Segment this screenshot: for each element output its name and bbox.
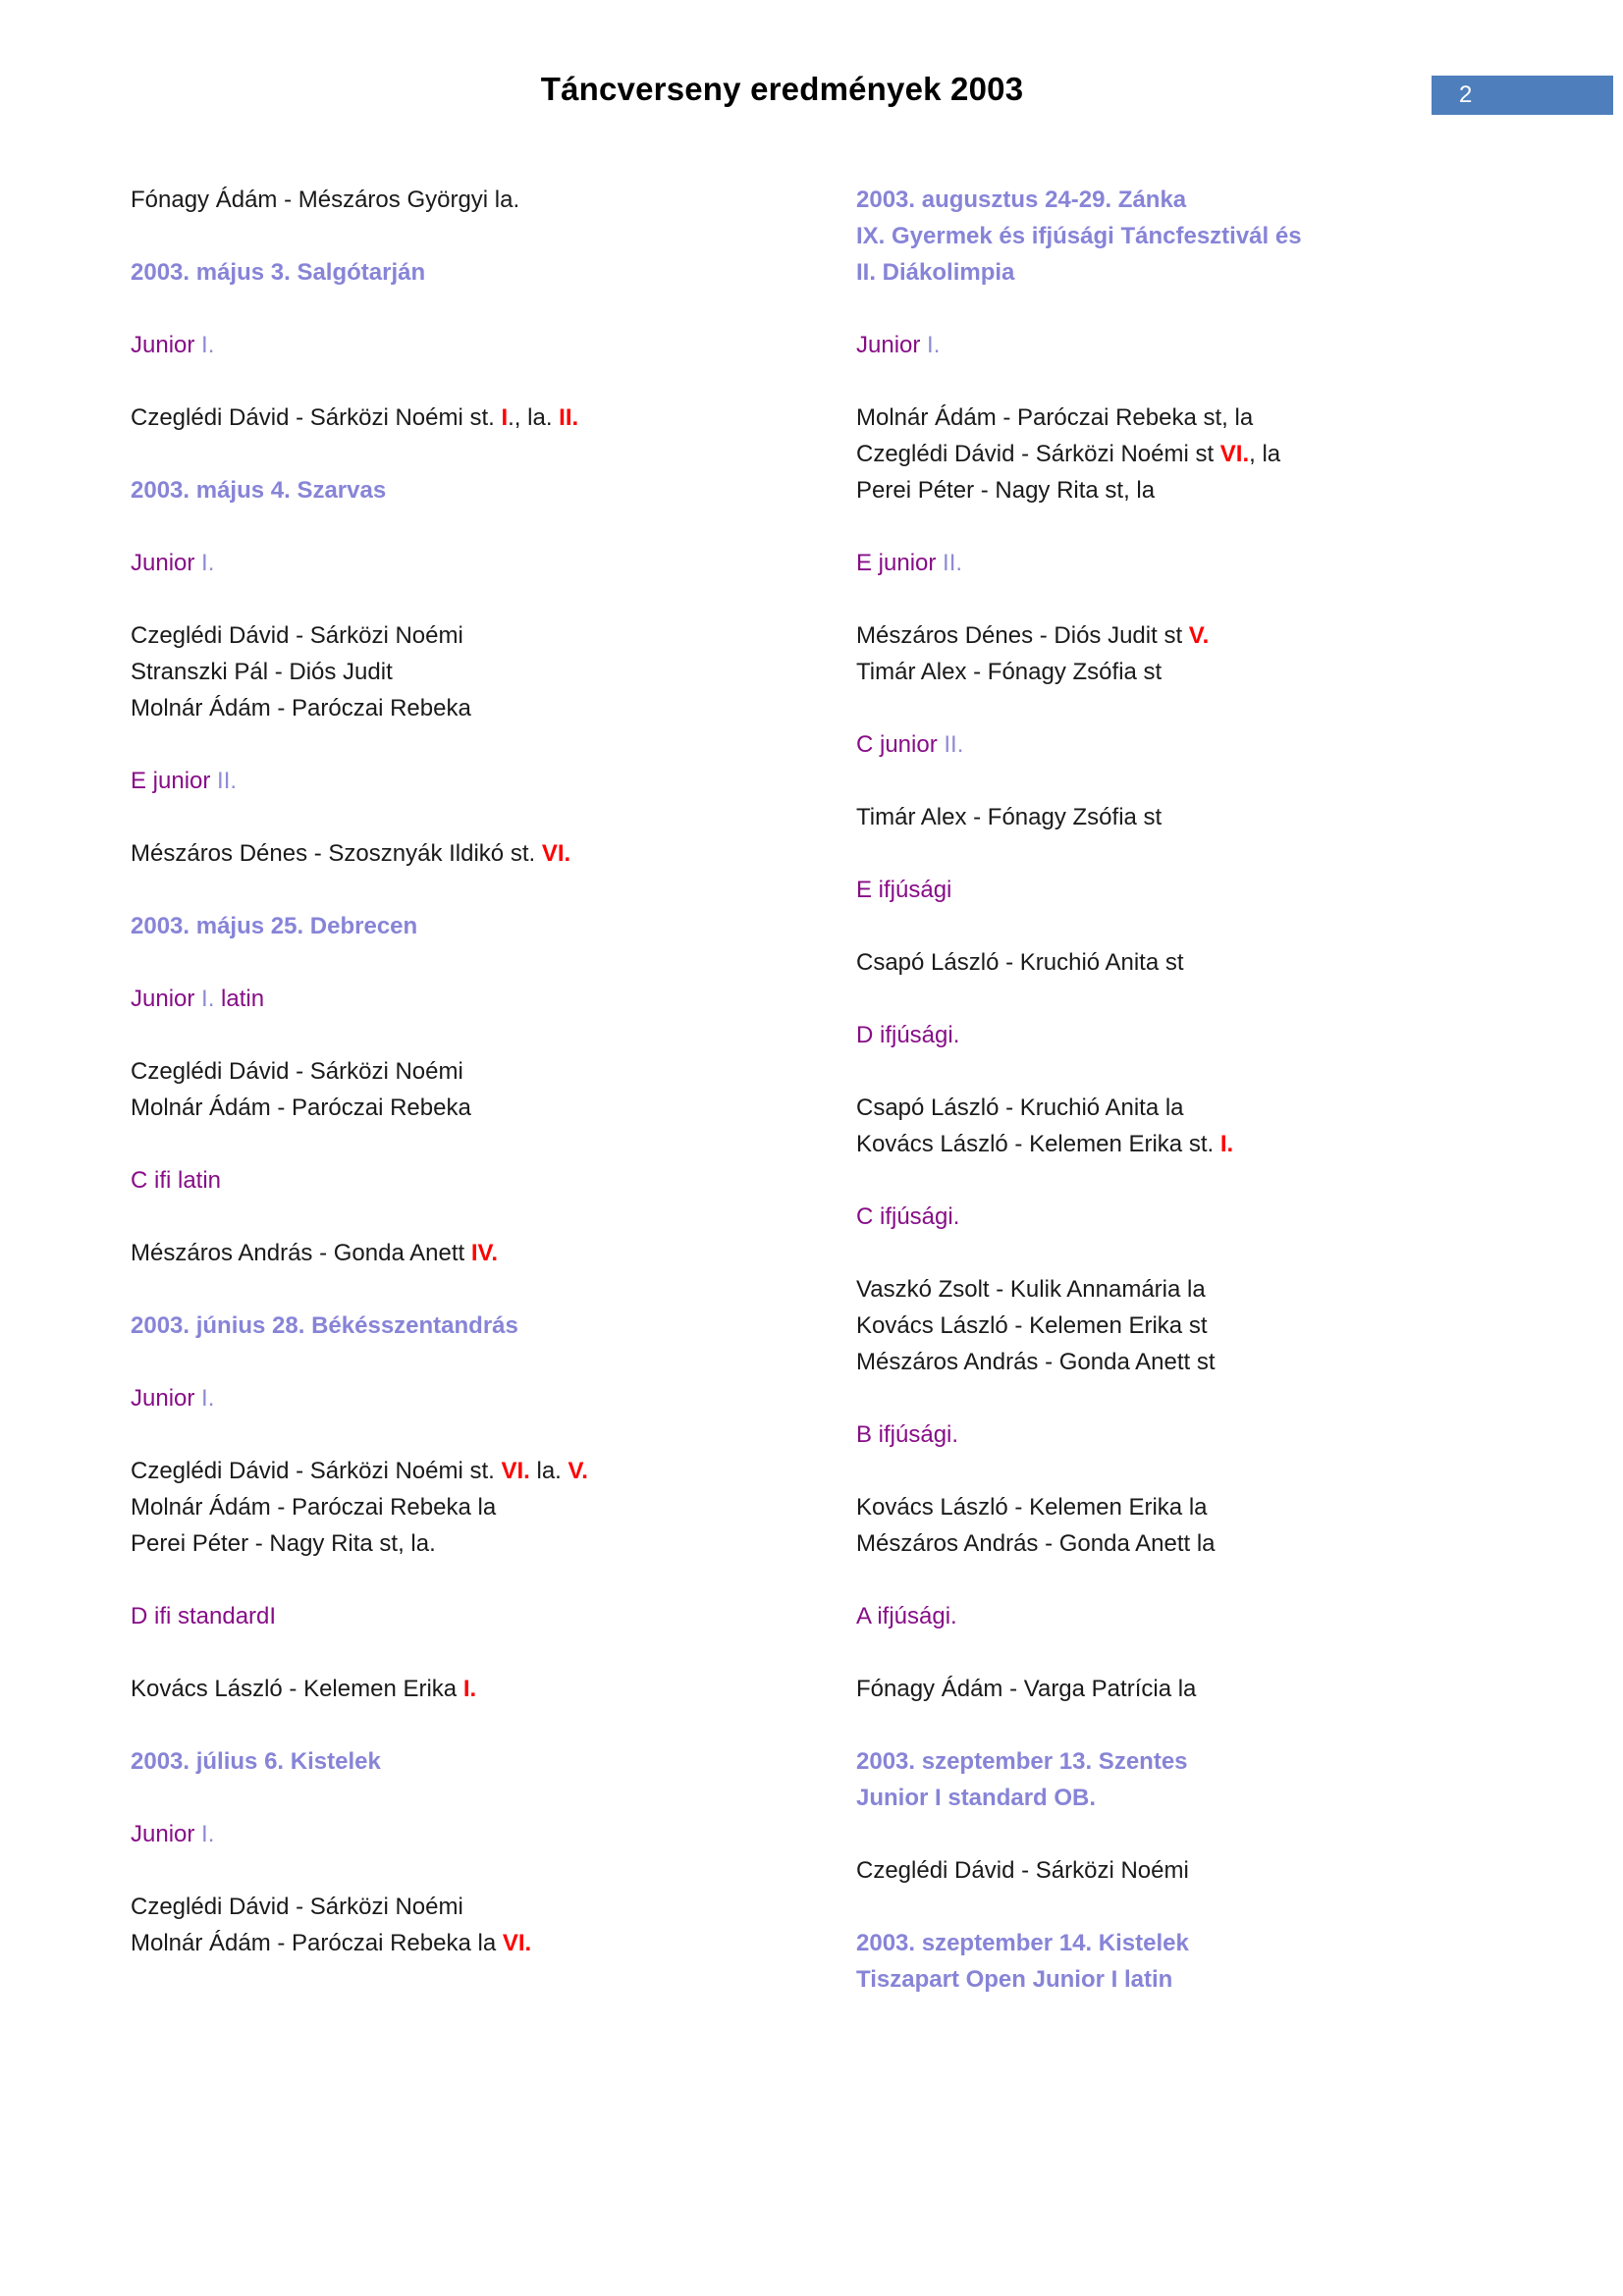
category-heading (856, 1598, 1543, 1634)
result-block (856, 799, 1543, 835)
text-segment: E junior (856, 550, 937, 576)
text-segment: Czeglédi Dávid - Sárközi Noémi st. (131, 1458, 502, 1484)
text-segment: Czeglédi Dávid - Sárközi Noémi st. (131, 404, 502, 431)
category-heading (131, 763, 818, 799)
text-line (131, 1671, 818, 1707)
text-segment: Junior (131, 550, 195, 576)
text-segment: Csapó László - Kruchió Anita st (856, 949, 1184, 976)
text-line (856, 1416, 1543, 1453)
text-line (856, 1017, 1543, 1053)
text-segment: II. Diákolimpia (856, 259, 1015, 286)
text-segment: C ifi latin (131, 1167, 222, 1194)
text-segment: 2003. június 28. Békésszentandrás (131, 1312, 518, 1339)
page-number-badge (1432, 76, 1613, 115)
text-line (856, 472, 1543, 508)
text-line (131, 1090, 818, 1126)
text-line (856, 872, 1543, 908)
result-block (131, 400, 818, 436)
result-block (856, 1271, 1543, 1380)
text-segment: latin (221, 986, 265, 1012)
event-heading (131, 908, 818, 944)
text-line (131, 835, 818, 872)
text-line (856, 726, 1543, 763)
text-segment: II. (210, 768, 238, 794)
result-block (856, 1671, 1543, 1707)
category-heading (856, 1017, 1543, 1053)
text-segment: Molnár Ádám - Paróczai Rebeka la (131, 1494, 497, 1521)
text-segment: D ifjúsági. (856, 1022, 960, 1048)
text-line (856, 1126, 1543, 1162)
text-line (131, 1816, 818, 1852)
placement-value: I. (1219, 1131, 1234, 1157)
text-line (131, 1380, 818, 1416)
text-segment: Czeglédi Dávid - Sárközi Noémi (131, 622, 463, 649)
text-segment: D ifi standardI (131, 1603, 277, 1629)
text-line (131, 1743, 818, 1780)
text-line (131, 690, 818, 726)
text-line (856, 436, 1543, 472)
placement-value: VI. (541, 840, 571, 867)
category-heading (856, 545, 1543, 581)
text-segment: E junior (131, 768, 211, 794)
text-segment: 2003. szeptember 14. Kistelek (856, 1930, 1189, 1956)
category-heading (856, 1416, 1543, 1453)
text-line (131, 1453, 818, 1489)
text-line (856, 254, 1543, 291)
text-line (131, 1525, 818, 1562)
text-segment: Molnár Ádám - Paróczai Rebeka (131, 695, 471, 721)
text-line (131, 1308, 818, 1344)
text-segment: Mészáros András - Gonda Anett la (856, 1530, 1216, 1557)
text-line (856, 1525, 1543, 1562)
text-line (856, 545, 1543, 581)
text-line (856, 1671, 1543, 1707)
category-heading (131, 1598, 818, 1634)
text-segment: Junior (131, 332, 195, 358)
event-heading (856, 1743, 1543, 1816)
result-block (131, 1671, 818, 1707)
text-segment: Stranszki Pál - Diós Judit (131, 659, 393, 685)
text-segment: Mészáros András - Gonda Anett st (856, 1349, 1216, 1375)
text-segment: Timár Alex - Fónagy Zsófia st (856, 659, 1163, 685)
placement-value: II. (559, 404, 579, 431)
text-line (856, 654, 1543, 690)
placement-value: V. (568, 1458, 588, 1484)
text-line (131, 654, 818, 690)
text-segment: 2003. szeptember 13. Szentes (856, 1748, 1188, 1775)
text-line (131, 908, 818, 944)
placement-value: IV. (470, 1240, 498, 1266)
result-block (131, 835, 818, 872)
text-line (131, 1598, 818, 1634)
text-segment: Czeglédi Dávid - Sárközi Noémi (856, 1857, 1189, 1884)
text-segment: Tiszapart Open Junior I latin (856, 1966, 1173, 1993)
left-column (131, 182, 818, 1998)
text-segment: Molnár Ádám - Paróczai Rebeka st, la (856, 404, 1254, 431)
text-line (131, 1889, 818, 1925)
text-segment: Molnár Ádám - Paróczai Rebeka la (131, 1930, 503, 1956)
text-segment: I. (194, 1821, 215, 1847)
result-block (131, 617, 818, 726)
text-segment: I. (194, 986, 222, 1012)
text-line (856, 617, 1543, 654)
text-segment: Molnár Ádám - Paróczai Rebeka (131, 1095, 471, 1121)
placement-value: V. (1188, 622, 1210, 649)
text-segment: I. (194, 1385, 215, 1412)
text-segment: Junior (131, 1385, 195, 1412)
category-heading (131, 545, 818, 581)
text-line (856, 1925, 1543, 1961)
text-segment: IX. Gyermek és ifjúsági Táncfesztivál és (856, 223, 1302, 249)
event-heading (131, 1743, 818, 1780)
result-block (131, 1453, 818, 1562)
category-heading (131, 981, 818, 1017)
text-segment: Timár Alex - Fónagy Zsófia st (856, 804, 1163, 830)
text-segment: Mészáros András - Gonda Anett (131, 1240, 471, 1266)
text-line (131, 545, 818, 581)
category-heading (856, 1199, 1543, 1235)
category-heading (131, 1162, 818, 1199)
result-block (131, 1889, 818, 1961)
text-line (131, 1925, 818, 1961)
text-line (131, 472, 818, 508)
text-segment: la. (529, 1458, 568, 1484)
text-line (856, 1090, 1543, 1126)
page-title: Táncverseny eredmények 2003 (540, 71, 1024, 108)
text-segment: I. (920, 332, 941, 358)
placement-value: VI. (502, 1930, 532, 1956)
result-block (131, 1235, 818, 1271)
text-line (856, 1961, 1543, 1998)
text-segment: ., la. (508, 404, 560, 431)
category-heading (856, 726, 1543, 763)
category-heading (131, 1816, 818, 1852)
text-line (131, 617, 818, 654)
text-line (856, 1199, 1543, 1235)
text-segment: Kovács László - Kelemen Erika (131, 1676, 463, 1702)
text-segment: I. (194, 550, 215, 576)
result-block (856, 400, 1543, 508)
result-block (856, 1852, 1543, 1889)
result-block (856, 1090, 1543, 1162)
event-heading (131, 1308, 818, 1344)
text-segment: Junior I standard OB. (856, 1785, 1097, 1811)
text-segment: Mészáros Dénes - Szosznyák Ildikó st. (131, 840, 542, 867)
text-segment: Junior (856, 332, 921, 358)
text-segment: E ifjúsági (856, 877, 952, 903)
text-segment: A ifjúsági. (856, 1603, 957, 1629)
text-line (856, 1780, 1543, 1816)
placement-value: VI. (1219, 441, 1250, 467)
text-line (131, 327, 818, 363)
text-line (856, 1344, 1543, 1380)
text-segment: C ifjúsági. (856, 1203, 960, 1230)
text-segment: 2003. május 4. Szarvas (131, 477, 387, 504)
text-segment: Czeglédi Dávid - Sárközi Noémi (131, 1894, 463, 1920)
event-heading (856, 1925, 1543, 1998)
text-segment: Mészáros Dénes - Diós Judit st (856, 622, 1189, 649)
text-segment: Kovács László - Kelemen Erika st. (856, 1131, 1220, 1157)
event-heading (856, 182, 1543, 291)
text-segment: Czeglédi Dávid - Sárközi Noémi (131, 1058, 463, 1085)
text-segment: I. (194, 332, 215, 358)
text-segment: , la (1249, 441, 1281, 467)
text-segment: Kovács László - Kelemen Erika la (856, 1494, 1208, 1521)
text-segment: 2003. május 25. Debrecen (131, 913, 418, 939)
result-block (131, 1053, 818, 1126)
text-segment: Kovács László - Kelemen Erika st (856, 1312, 1208, 1339)
text-line (131, 981, 818, 1017)
text-segment: Fónagy Ádám - Mészáros Györgyi la. (131, 187, 520, 213)
result-block (856, 1489, 1543, 1562)
result-block (131, 182, 818, 218)
text-segment: Junior (131, 986, 195, 1012)
text-segment: 2003. július 6. Kistelek (131, 1748, 381, 1775)
text-line (856, 218, 1543, 254)
text-segment: Vaszkó Zsolt - Kulik Annamária la (856, 1276, 1206, 1303)
text-line (856, 1308, 1543, 1344)
text-segment: B ifjúsági. (856, 1421, 959, 1448)
category-heading (856, 327, 1543, 363)
right-column (856, 182, 1543, 2034)
text-line (131, 182, 818, 218)
category-heading (131, 327, 818, 363)
text-line (131, 1162, 818, 1199)
text-segment: Junior (131, 1821, 195, 1847)
text-segment: Csapó László - Kruchió Anita la (856, 1095, 1184, 1121)
text-segment: Perei Péter - Nagy Rita st, la (856, 477, 1156, 504)
placement-value: VI. (501, 1458, 530, 1484)
text-segment: 2003. augusztus 24-29. Zánka (856, 187, 1187, 213)
text-line (131, 254, 818, 291)
text-line (856, 1743, 1543, 1780)
event-heading (131, 254, 818, 291)
text-segment: C junior (856, 731, 938, 758)
text-segment: Czeglédi Dávid - Sárközi Noémi st (856, 441, 1220, 467)
text-segment: 2003. május 3. Salgótarján (131, 259, 426, 286)
text-segment: II. (937, 731, 964, 758)
text-segment: Perei Péter - Nagy Rita st, la. (131, 1530, 436, 1557)
text-line (131, 1489, 818, 1525)
text-line (856, 400, 1543, 436)
text-line (856, 1489, 1543, 1525)
page-number: 2 (1459, 81, 1473, 108)
text-line (856, 182, 1543, 218)
text-line (131, 400, 818, 436)
text-line (856, 1598, 1543, 1634)
text-line (856, 799, 1543, 835)
category-heading (856, 872, 1543, 908)
result-block (856, 617, 1543, 690)
text-line (856, 944, 1543, 981)
text-line (856, 327, 1543, 363)
text-line (131, 1235, 818, 1271)
text-line (856, 1852, 1543, 1889)
result-block (856, 944, 1543, 981)
text-line (131, 763, 818, 799)
event-heading (131, 472, 818, 508)
placement-value: I. (462, 1676, 477, 1702)
category-heading (131, 1380, 818, 1416)
text-line (856, 1271, 1543, 1308)
text-segment: Fónagy Ádám - Varga Patrícia la (856, 1676, 1197, 1702)
text-line (131, 1053, 818, 1090)
text-segment: II. (936, 550, 963, 576)
placement-value: I (501, 404, 509, 431)
